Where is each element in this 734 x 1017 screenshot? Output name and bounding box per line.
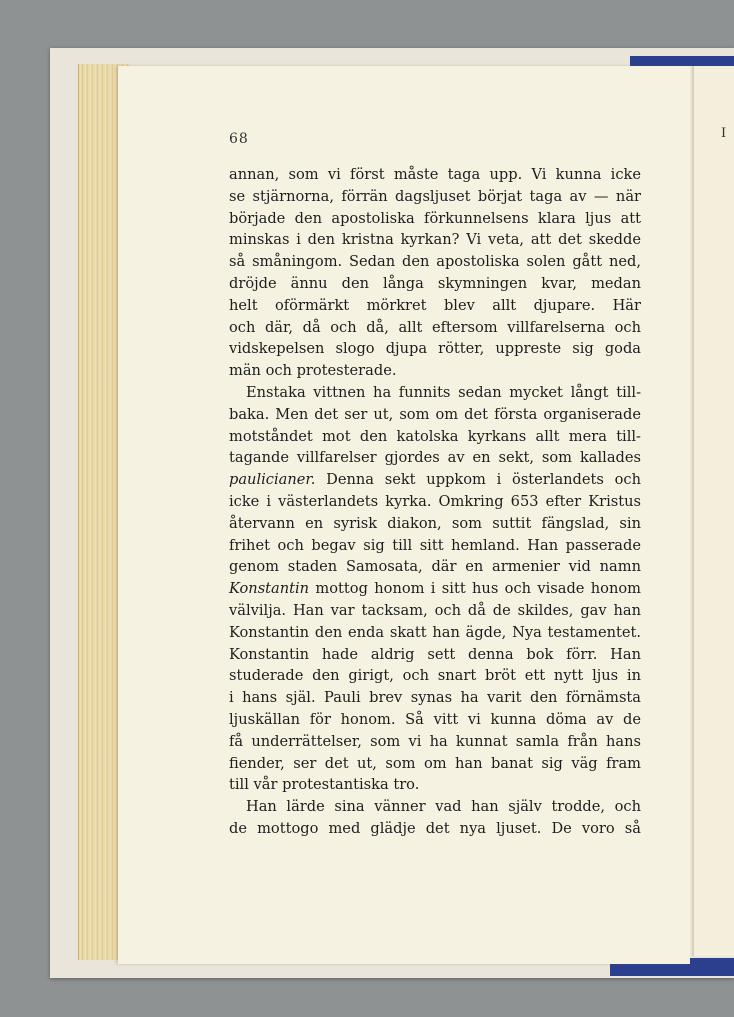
- cover-binding-top: [630, 56, 734, 66]
- text-line: återvann en syrisk diakon, som suttit fängslad, sin: [229, 514, 641, 532]
- text-line: motståndet mot den katolska kyrkans allt mera till-: [229, 427, 641, 445]
- italic-term: paulicianer.: [229, 471, 316, 489]
- text-line: genom staden Samosata, där en armenier vid namn: [229, 558, 641, 576]
- text-line: studerade den girigt, och snart bröt ett nytt ljus in: [229, 667, 641, 685]
- text-line: helt oförmärkt mörkret blev allt djupare. Här: [229, 296, 641, 314]
- facing-page-mark: I: [721, 126, 727, 141]
- text-line: annan, som vi först måste taga upp. Vi kunna icke: [229, 166, 641, 183]
- text-line: till vår protestantiska tro.: [229, 776, 420, 794]
- text-line: Enstaka vittnen ha funnits sedan mycket långt till-: [246, 383, 641, 401]
- text-line: Han lärde sina vänner vad han själv trodde, och: [246, 798, 641, 816]
- text-line: de mottogo med glädje det nya ljuset. De voro så: [229, 819, 641, 837]
- facing-page: [692, 66, 734, 956]
- text-line: Konstantin hade aldrig sett denna bok förr. Han: [229, 645, 641, 663]
- body-text: [229, 164, 641, 840]
- text-line: icke i västerlandets kyrka. Omkring 653 efter Kristus: [229, 492, 641, 510]
- text-line: minskas i den kristna kyrkan? Vi veta, att det skedde: [229, 231, 641, 249]
- italic-term: Konstantin: [229, 580, 310, 598]
- text-line: och där, då och då, allt eftersom villfarelserna och: [229, 318, 641, 336]
- text-line: i hans själ. Pauli brev synas ha varit den förnämsta: [229, 689, 641, 707]
- text-line: Konstantin mottog honom i sitt hus och visade honom: [229, 580, 641, 598]
- text-line: paulicianer. Denna sekt uppkom i österlandets och: [229, 471, 641, 489]
- text-line: män och protesterade.: [229, 362, 397, 380]
- text-line: så småningom. Sedan den apostoliska solen gått ned,: [229, 253, 641, 271]
- text-line: frihet och begav sig till sitt hemland. Han passerade: [229, 536, 641, 554]
- text-line: vidskepelsen slogo djupa rötter, uppreste sig goda: [229, 340, 641, 358]
- text-line: få underrättelser, som vi ha kunnat samla från hans: [229, 732, 641, 750]
- text-line: se stjärnorna, förrän dagsljuset börjat taga av — när: [229, 187, 641, 205]
- text-line: välvilja. Han var tacksam, och då de skildes, gav han: [229, 601, 641, 619]
- text-line: ljuskällan för honom. Så vitt vi kunna döma av de: [229, 710, 641, 728]
- text-line: dröjde ännu den långa skymningen kvar, medan: [229, 274, 641, 292]
- text-line: baka. Men det ser ut, som om det första organiserade: [229, 405, 641, 423]
- text-line: började den apostoliska förkunnelsens klara ljus att: [229, 209, 641, 227]
- text-line: tagande villfarelser gjordes av en sekt, som kallades: [229, 449, 641, 467]
- text-line: Konstantin den enda skatt han ägde, Nya testamentet.: [229, 623, 641, 641]
- text-line: fiender, ser det ut, som om han banat sig väg fram: [229, 754, 641, 772]
- page-number: 68: [229, 131, 249, 147]
